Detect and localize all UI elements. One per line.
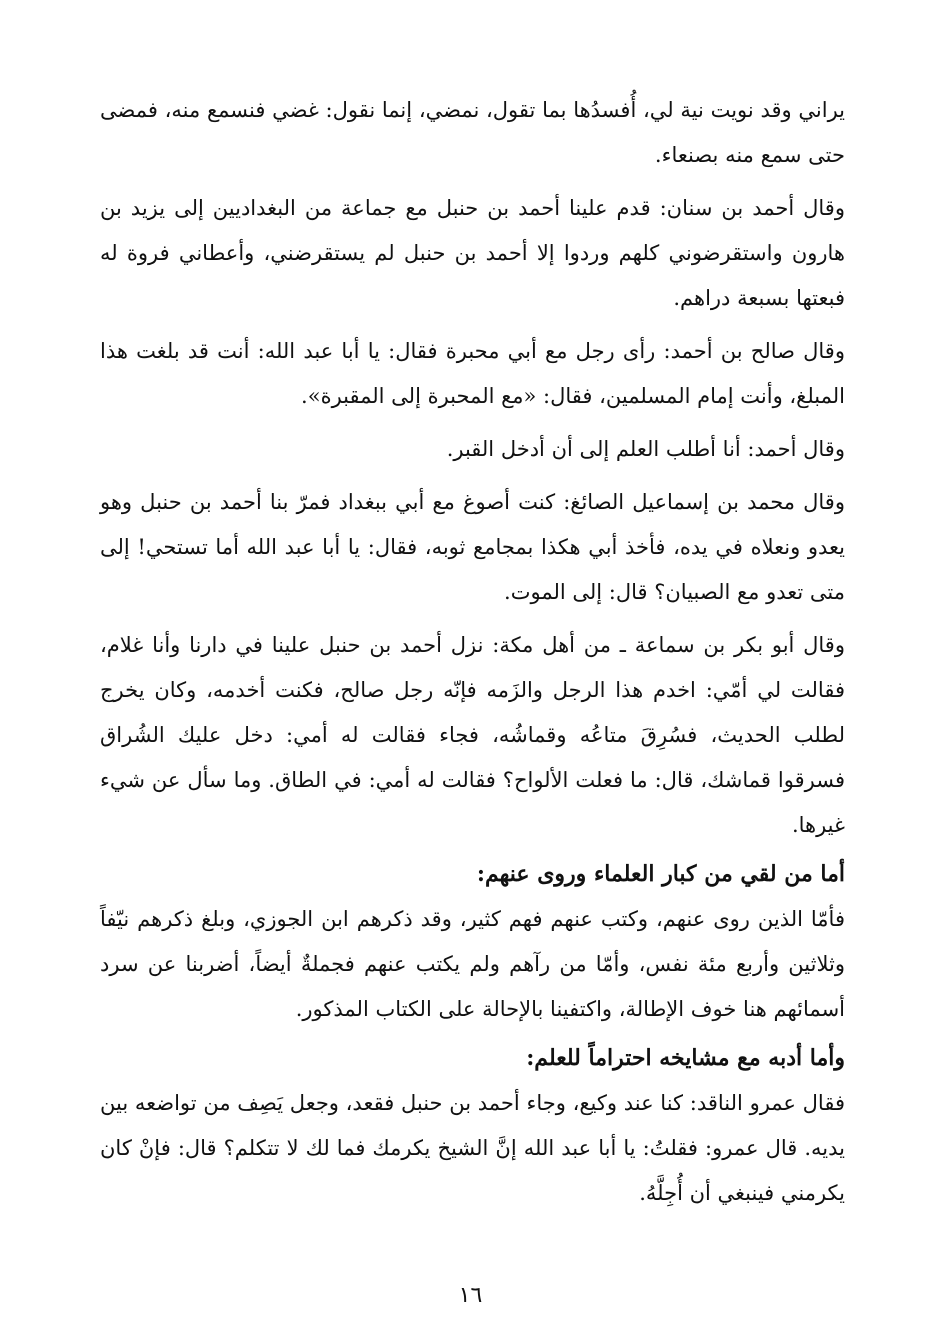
paragraph-2: وقال أحمد بن سنان: قدم علينا أحمد بن حنبل مع جماعة من البغداديين إلى يزيد بن هارون واستقرضوني كلهم وردوا إلا أحمد بن حنبل لم يستقرضني، وأعطاني فروة له فبعتها بسبعة دراهم. [100, 196, 845, 310]
paragraph-5: وقال محمد بن إسماعيل الصائغ: كنت أصوغ مع أبي ببغداد فمرّ بنا أحمد بن حنبل وهو يعدو ونعلاه في يده، فأخذ أبي هكذا بمجامع ثوبه، فقال: يا أبا عبد الله أما تستحي! إلى متى تعدو مع الصبيان؟ قال: إلى الموت. [100, 490, 845, 604]
paragraph-1: يراني وقد نويت نية لي، أُفسدُها بما تقول، نمضي، إنما نقول: غضي فنسمع منه، فمضى حتى سمع منه بصنعاء. [100, 98, 845, 167]
paragraph-6: وقال أبو بكر بن سماعة ـ من أهل مكة: نزل أحمد بن حنبل علينا في دارنا وأنا غلام، فقالت لي أمّي: اخدم هذا الرجل والزَمه فإنّه رجل صالح، فكنت أخدمه، وكان يخرج لطلب الحديث، فسُرِقَ متاعُه وقماشُه، فجاء فقالت له أمي: دخل عليك الشُراق فسرقوا قماشك، قال: ما فعلت الألواح؟ فقالت له أمي: في الطاق. وما سأل عن شيء غيرها. [100, 633, 846, 837]
section-heading-manners: وأما أدبه مع مشايخه احتراماً للعلم: [526, 1045, 845, 1071]
section-body-manners: فقال عمرو الناقد: كنا عند وكيع، وجاء أحمد بن حنبل فقعد، وجعل يَصِف من تواضعه بين يديه. قال عمرو: فقلتُ: يا أبا عبد الله إنَّ الشيخ يكرمك فما لك لا تتكلم؟ قال: فإنْ كان يكرمني فينبغي أن أُجِلَّهُ. [100, 1091, 845, 1205]
paragraph-3: وقال صالح بن أحمد: رأى رجل مع أبي محبرة فقال: يا أبا عبد الله: أنت قد بلغت هذا المبلغ، وأنت إمام المسلمين، فقال: «مع المحبرة إلى المقبرة». [100, 339, 845, 408]
paragraph-4: وقال أحمد: أنا أطلب العلم إلى أن أدخل القبر. [446, 437, 845, 461]
section-heading-scholars: أما من لقي من كبار العلماء وروى عنهم: [476, 861, 845, 887]
section-body-scholars: فأمّا الذين روى عنهم، وكتب عنهم فهم كثير، وقد ذكرهم ابن الجوزي، وبلغ ذكرهم نيّفاً وثلاثين وأربع مئة نفس، وأمّا من رآهم ولم يكتب عنهم فجملةٌ أيضاً، أضربنا عن سرد أسمائهم هنا خوف الإطالة، واكتفينا بالإحالة على الكتاب المذكور. [100, 907, 845, 1021]
page-number: ١٦ [458, 1283, 483, 1308]
page-body [100, 88, 845, 1216]
